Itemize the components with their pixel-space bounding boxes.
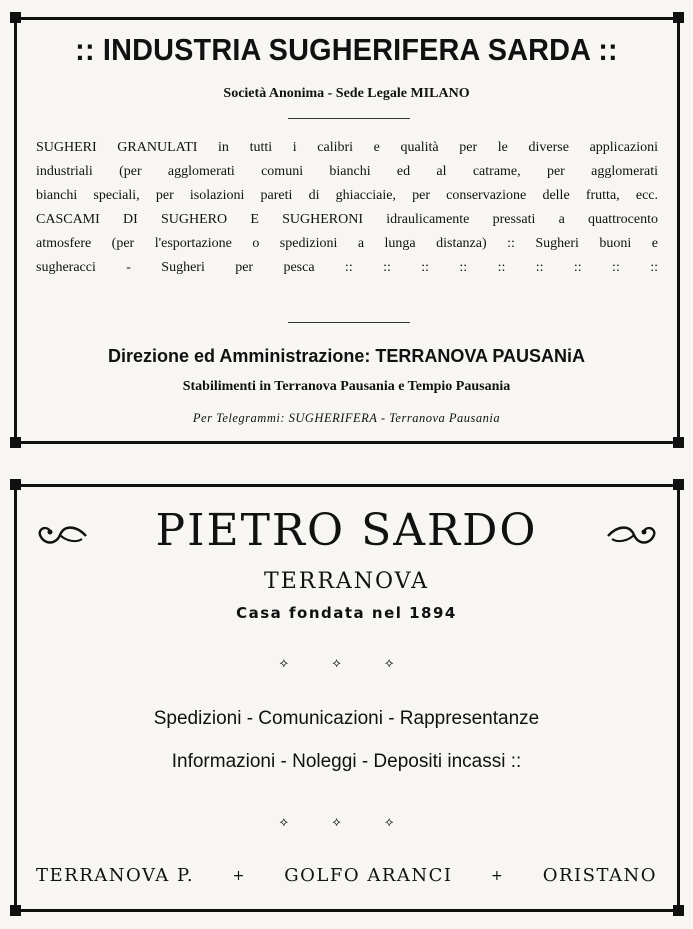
services-line: Spedizioni - Comunicazioni - Rappresentanze [153,708,540,729]
firm-name: PIETRO SARDO [155,505,538,556]
plants-location: Stabilimenti in Terranova Pausania e Tempio Pausania [182,379,511,394]
city-name: GOLFO ARANCI [284,865,453,886]
description-paragraph [36,136,658,280]
divider-rule [288,118,410,119]
ad-industria-sugherifera [0,0,693,455]
services-line: Informazioni - Noleggi - Depositi incassi :: [171,751,522,772]
company-subtitle: Società Anonima - Sede Legale MILANO [223,86,470,101]
paragraph-line: sugheracci - Sugheri per pesca :: :: :: :: :: :: :: :: :: [36,260,658,275]
city-name: ORISTANO [542,865,657,886]
paragraph-line: atmosfere (per l'esportazione o spedizioni a lunga distanza) :: Sugheri buoni e [36,236,658,251]
corner-square [673,905,684,916]
left-border [14,484,17,912]
corner-square [10,905,21,916]
telegram-address: Per Telegrammi: SUGHERIFERA - Terranova Pausania [192,411,501,425]
ornament-dots: ⟡ ⟡ ⟡ [279,815,414,830]
separator: + [232,867,246,884]
right-border [677,484,680,912]
branch-cities [36,865,657,886]
divider-rule [288,322,410,323]
corner-square [10,12,21,23]
paragraph-line: CASCAMI DI SUGHERO E SUGHERONI idraulicamente pressati a quattrocento [36,212,658,227]
firm-place: TERRANOVA [264,569,429,594]
corner-square [10,479,21,490]
city-name: TERRANOVA P. [36,865,195,886]
corner-square [10,437,21,448]
bottom-border [14,909,680,912]
corner-square [673,479,684,490]
company-title: :: INDUSTRIA SUGHERIFERA SARDA :: [75,32,618,67]
bottom-border [14,441,680,444]
management-address: Direzione ed Amministrazione: TERRANOVA PAUSANiA [107,346,586,366]
paragraph-line: SUGHERI GRANULATI in tutti i calibri e qualità per le diverse applicazioni [36,140,658,155]
paragraph-line: bianchi speciali, per isolazioni pareti di ghiacciaie, per conservazione delle frutta, ecc. [36,188,658,203]
corner-square [673,12,684,23]
paragraph-line: industriali (per agglomerati comuni bianchi ed al catrame, per agglomerati [36,164,658,179]
left-border [14,17,17,444]
founded-line: Casa fondata nel 1894 [236,604,457,622]
separator: + [491,867,505,884]
ad-pietro-sardo [0,475,693,925]
ornament-dots: ⟡ ⟡ ⟡ [279,656,414,671]
top-border [14,17,680,20]
right-border [677,17,680,444]
corner-square [673,437,684,448]
top-border [14,484,680,487]
